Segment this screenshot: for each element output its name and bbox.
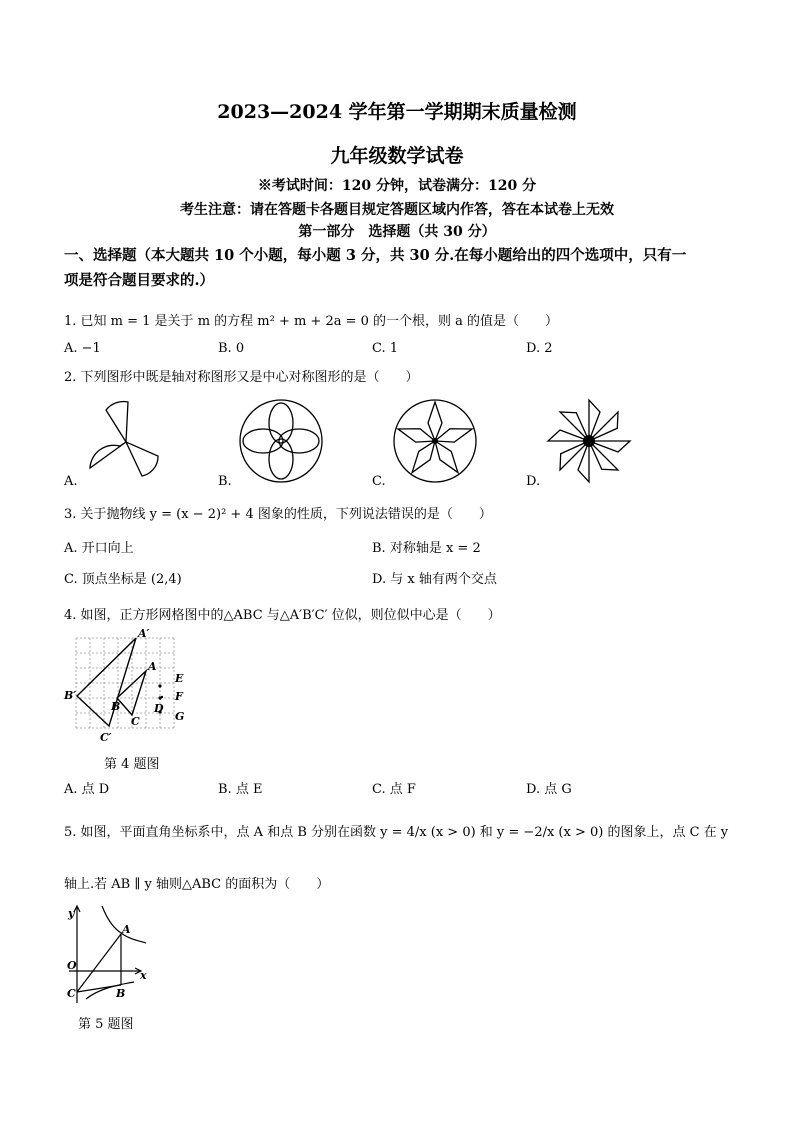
q1-option-a: A. −1 <box>64 341 101 356</box>
q2-option-c: C. <box>372 474 386 489</box>
q4-label-e: E <box>175 672 184 685</box>
q4-label-f: F <box>175 690 183 703</box>
q2-figure-d <box>544 396 634 486</box>
q5-label-b: B <box>116 987 126 1000</box>
q2-option-d: D. <box>526 474 541 489</box>
part-title: 第一部分 选择题（共 30 分） <box>298 224 496 240</box>
q3-option-d: D. 与 x 轴有两个交点 <box>372 572 497 587</box>
q4-label-g: G <box>175 710 185 723</box>
q4-label-c: C <box>131 715 140 728</box>
q4-option-d: D. 点 G <box>526 782 572 797</box>
q2-option-b: B. <box>218 474 232 489</box>
exam-notice: 考生注意：请在答题卡各题目规定答题区域内作答，答在本试卷上无效 <box>180 202 614 218</box>
q4-label-b: B <box>111 700 121 713</box>
q5-label-o: O <box>67 959 77 972</box>
q4-label-a: A <box>148 660 157 673</box>
exam-subtitle: 九年级数学试卷 <box>330 145 464 167</box>
q3-option-c: C. 顶点坐标是 (2,4) <box>64 572 182 587</box>
q4-option-a: A. 点 D <box>64 782 110 797</box>
q2-figure-c <box>390 396 480 486</box>
q1-option-c: C. 1 <box>372 341 399 356</box>
exam-title: 2023—2024 学年第一学期期末质量检测 <box>217 101 577 123</box>
exam-info: ※考试时间：120 分钟，试卷满分：120 分 <box>257 178 537 194</box>
question-4-stem: 4. 如图，正方形网格图中的△ABC 与△A′B′C′ 位似，则位似中心是（ ） <box>64 608 501 623</box>
q5-label-x: x <box>140 969 147 982</box>
q1-option-d: D. 2 <box>526 341 553 356</box>
section-heading-line2: 项是符合题目要求的.） <box>64 272 215 289</box>
section-heading <box>64 243 734 293</box>
q4-label-a-prime: A′ <box>138 628 150 640</box>
question-5-stem-line1: 5. 如图，平面直角坐标系中，点 A 和点 B 分别在函数 y = 4/x (x > 0) 和 y = −2/x (x > 0) 的图象上，点 C 在 y <box>64 825 729 840</box>
question-2-stem: 2. 下列图形中既是轴对称图形又是中心对称图形的是（ ） <box>64 370 419 385</box>
q5-coordinate-figure <box>64 903 154 1008</box>
section-heading-line1: 一、选择题（本大题共 10 个小题，每小题 3 分，共 30 分.在每小题给出的四个选项中，只有一 <box>64 247 687 264</box>
q5-label-y: y <box>68 907 75 920</box>
q4-label-c-prime: C′ <box>100 731 112 743</box>
q2-figure-a <box>82 398 172 482</box>
question-5-stem-line2: 轴上.若 AB ∥ y 轴则△ABC 的面积为（ ） <box>64 877 330 892</box>
q5-label-c: C <box>67 987 76 1000</box>
q4-label-d: D <box>154 702 164 715</box>
q3-option-b: B. 对称轴是 x = 2 <box>372 541 481 556</box>
q1-option-b: B. 0 <box>218 341 245 356</box>
q5-label-a: A <box>122 923 131 936</box>
q4-option-b: B. 点 E <box>218 782 263 797</box>
q4-label-b-prime: B′ <box>64 689 77 702</box>
q4-option-c: C. 点 F <box>372 782 416 797</box>
q4-grid-figure <box>62 628 192 743</box>
q3-option-a: A. 开口向上 <box>64 541 134 556</box>
q4-figure-caption: 第 4 题图 <box>104 757 160 772</box>
q2-option-a: A. <box>64 474 78 489</box>
q2-figure-b <box>236 396 326 486</box>
question-3-stem: 3. 关于抛物线 y = (x − 2)² + 4 图象的性质，下列说法错误的是（ ） <box>64 507 492 522</box>
q5-figure-caption: 第 5 题图 <box>78 1017 134 1032</box>
question-1-stem: 1. 已知 m = 1 是关于 m 的方程 m² + m + 2a = 0 的一个根，则 a 的值是（ ） <box>64 314 559 329</box>
